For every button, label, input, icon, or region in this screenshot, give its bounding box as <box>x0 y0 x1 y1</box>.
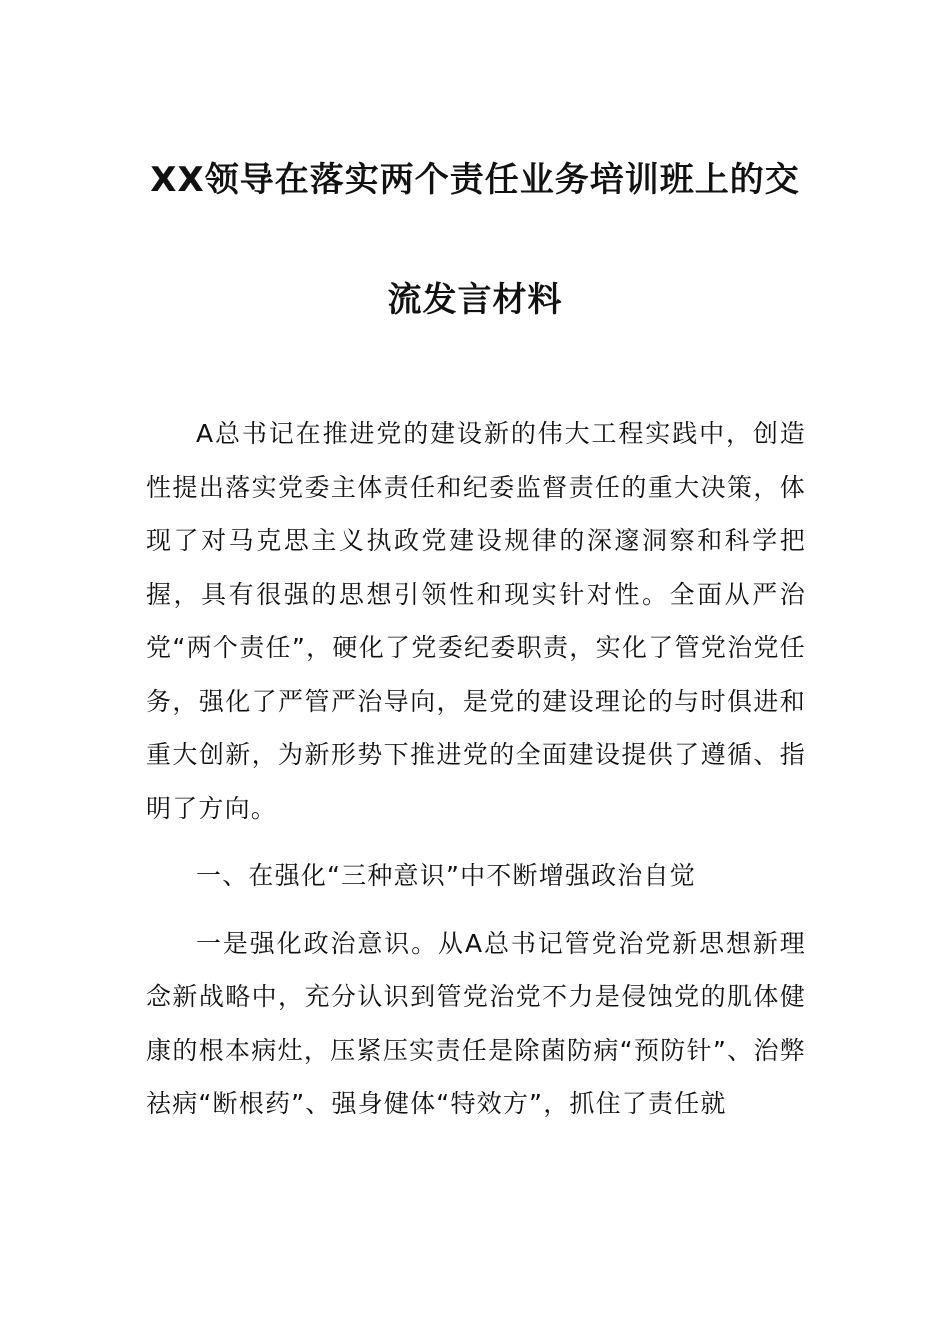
document-title-line-2: 流发言材料 <box>387 280 563 320</box>
document-title-line-1: XX领导在落实两个责任业务培训班上的交 <box>150 160 800 200</box>
body-paragraph-1: A总书记在推进党的建设新的伟大工程实践中，创造性提出落实党委主体责任和纪委监督责任的重大决策，体现了对马克思主义执政党建设规律的深邃洞察和科学把握，具有很强的思想引领性和现实针对性。全面从严治党“两个责任”，硬化了党委纪委职责，实化了管党治党任务，强化了严管严治导向，是党的建设理论的与时俱进和重大创新，为新形势下推进党的全面建设提供了遵循、指明了方向。 <box>146 419 806 823</box>
section-heading-1: 一、在强化“三种意识”中不断增强政治自觉 <box>196 861 696 890</box>
body-paragraph-2: 一是强化政治意识。从A总书记管党治党新思想新理念新战略中，充分认识到管党治党不力是侵蚀党的肌体健康的根本病灶，压紧压实责任是除菌防病“预防针”、治弊祛病“断根药”、强身健体“特效方”，抓住了责任就 <box>146 928 806 1118</box>
document-body <box>146 407 806 1131</box>
